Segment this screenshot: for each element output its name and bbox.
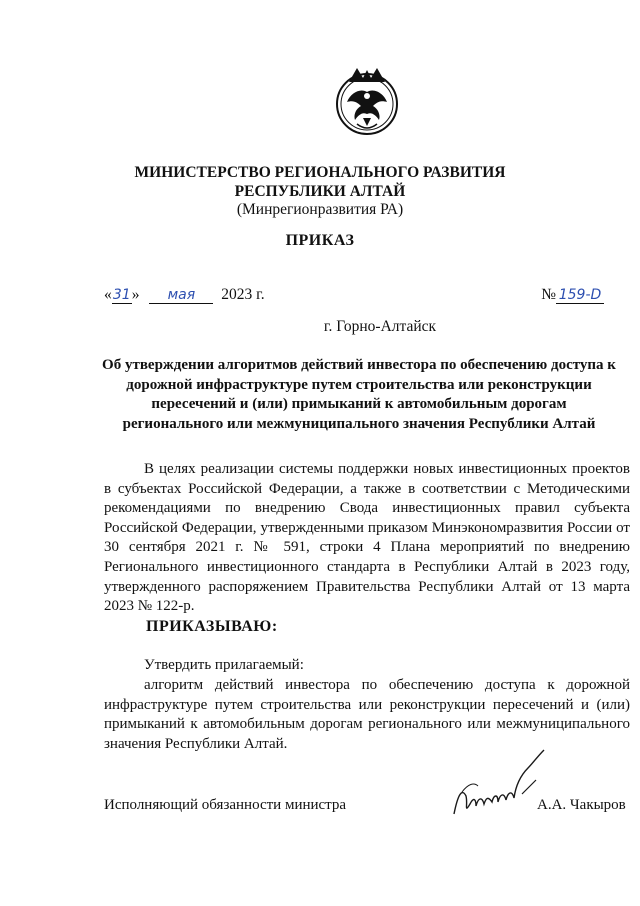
- order-subject: Об утверждении алгоритмов действий инвестора по обеспечению доступа к дорожной инфраструктуре путем строительства или реконструкции пересечений и (или) примыканий к автомобильным дорогам регионального или межмуниципального значения Республики Алтай: [102, 357, 616, 432]
- ministry-line-1: МИНИСТЕРСТВО РЕГИОНАЛЬНОГО РАЗВИТИЯ: [134, 164, 506, 181]
- date-open-quote: «: [104, 286, 112, 303]
- date-year: 2023 г.: [221, 286, 265, 303]
- order-number: [541, 286, 604, 304]
- date-month: мая: [149, 287, 213, 304]
- date-day: 31: [112, 287, 131, 303]
- ministry-short-name: (Минрегионразвития РА): [236, 201, 404, 218]
- ministry-name: [0, 163, 640, 201]
- item-intro: Утвердить прилагаемый:: [144, 657, 304, 673]
- order-title: ПРИКАЗ: [285, 232, 355, 249]
- decree-word: ПРИКАЗЫВАЮ:: [146, 618, 278, 635]
- preamble-paragraph: В целях реализации системы поддержки новых инвестиционных проектов в субъектах Российской Федерации, а также в соответствии с Методическими рекомендациями по внедрению Свода инвестиционных правил субъекта Российской Федерации, утвержденными приказом Минэкономразвития России от 30 сентября 2021 г. № 591, строки 4 Плана мероприятий по внедрению Регионального инвестиционного стандарта в Республики Алтай в 2023 году, утвержденного распоряжением Правительства Республики Алтай от 13 марта 2023 № 122-р.: [104, 461, 630, 615]
- signatory-name: А.А. Чакыров: [537, 797, 626, 813]
- ministry-line-2: РЕСПУБЛИКИ АЛТАЙ: [234, 183, 406, 200]
- number-prefix: №: [541, 286, 556, 303]
- item-text: алгоритм действий инвестора по обеспечению доступа к дорожной инфраструктуре путем строительства или реконструкции пересечений и (или) примыканий к автомобильным дорогам регионального или межмуниципального значения Республики Алтай.: [104, 677, 630, 752]
- date-close-quote: »: [131, 286, 140, 303]
- order-city: г. Горно-Алтайск: [323, 318, 437, 335]
- number-value: 159-D: [556, 287, 604, 304]
- altai-emblem-icon: [327, 62, 407, 142]
- signatory-position: Исполняющий обязанности министра: [104, 797, 347, 813]
- order-date: [104, 286, 265, 304]
